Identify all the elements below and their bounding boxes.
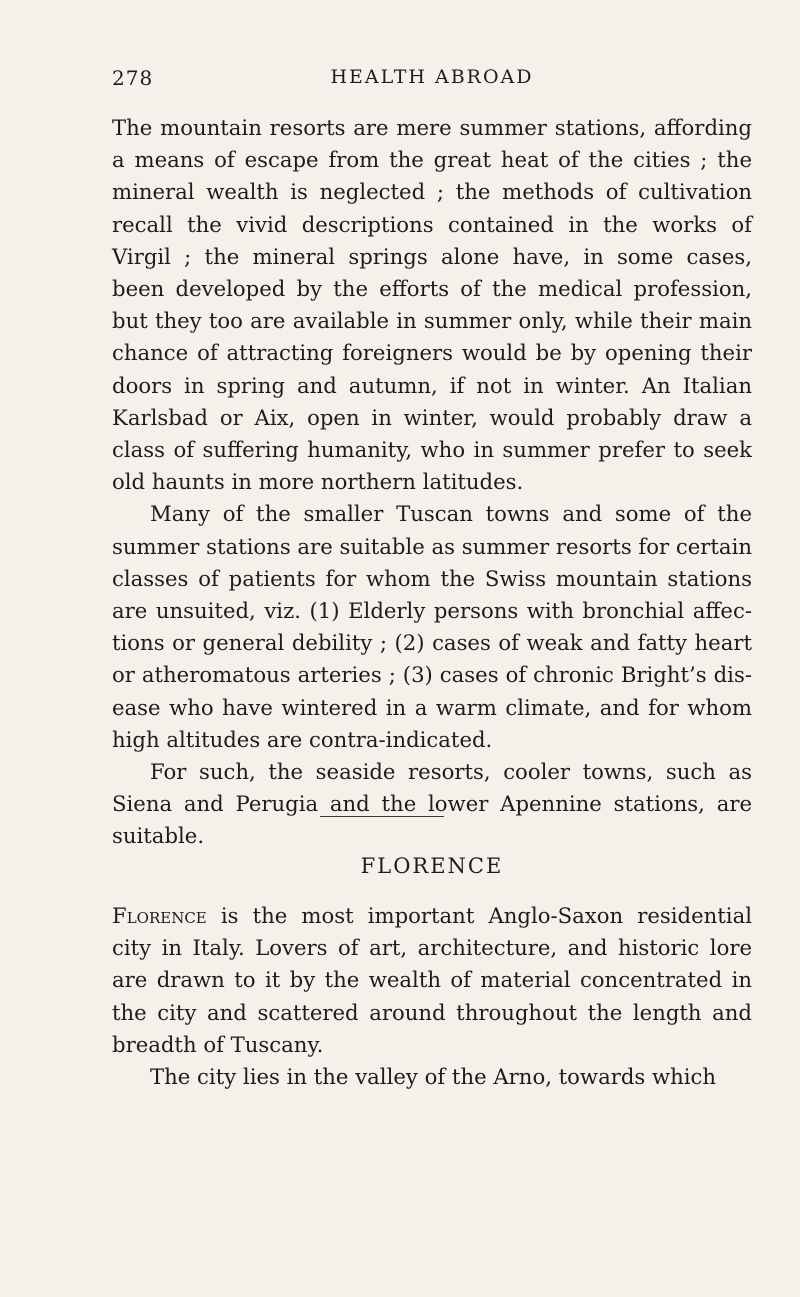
paragraph-arno-valley: The city lies in the valley of the Arno, towards which [150,1064,717,1090]
running-title: HEALTH ABROAD [330,66,534,88]
paragraph-tuscan-towns: Many of the smaller Tuscan towns and some of the summer stations are suitable as summer resorts for certain classes of patients for whom the Swiss mountain stations are unsuited, viz. (1) Elderly persons with bronchial affections or general debility ; (2) cases of weak and fatty heart or atheromatous arteries ; (3) cases of chronic Bright’s disease who have wintered in a warm climate, and for whom high altitudes are contra-indicated. [112,501,752,752]
paragraph-mountain-resorts: The mountain resorts are mere summer stations, affording a means of escape from the great heat of the cities ; the mineral wealth is neglected ; the methods of cultivation recall the vivid descriptions contained in the works of Virgil ; the mineral springs alone have, in some cases, been developed by the efforts of the medical profession, but they too are available in summer only, while their main chance of attracting foreigners would be by opening their doors in spring and autumn, if not in winter. An Italian Karlsbad or Aix, open in winter, would probably draw a class of suffering humanity, who in summer prefer to seek old haunts in more northern latitudes. [112,115,752,495]
paragraph-seaside-resorts: For such, the seaside resorts, cooler towns, such as Siena and Perugia and the lower Apennine stations, are suitable. [112,759,752,849]
paragraph-florence-intro-text: is the most important Anglo-Saxon residential city in Italy. Lovers of art, architecture, and historic lore are drawn to it by the wealth of material concentrated in the city and scattered around throughout the length and breadth of Tuscany. [112,903,752,1057]
section-text-florence [112,900,752,1093]
section-divider [320,816,444,817]
section-heading-florence: FLORENCE [360,854,504,878]
body-text [112,112,752,853]
lead-word-florence: Florence [112,903,207,928]
page-number: 278 [112,66,154,90]
running-head [112,66,752,98]
paragraph-florence-intro [112,900,752,1061]
